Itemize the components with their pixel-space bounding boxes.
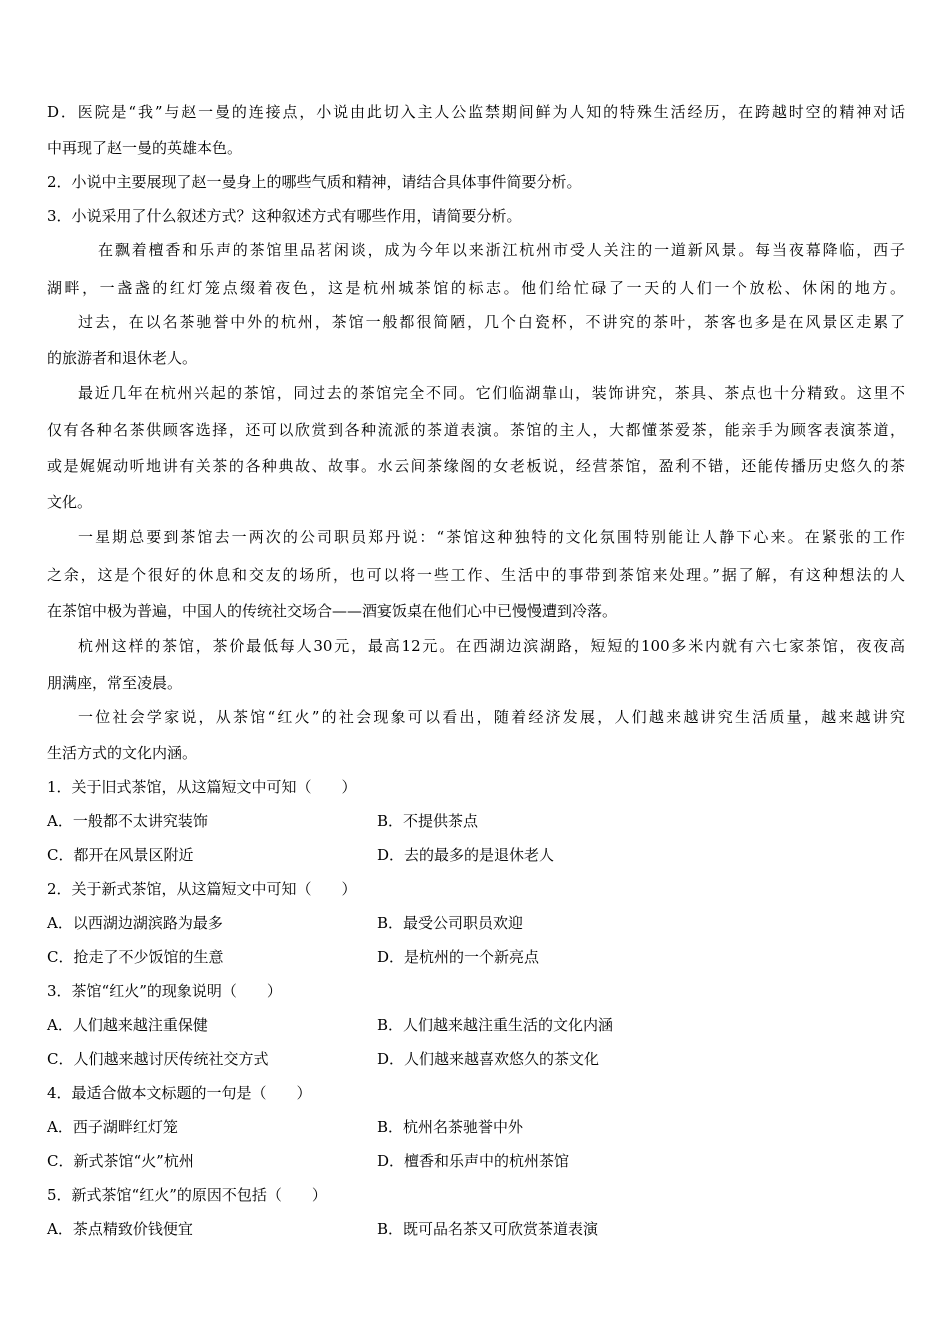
option-d-line2: 中再现了赵一曼的英雄本色。 (47, 139, 243, 157)
option-d-line1: D．医院是“我”与赵一曼的连接点，小说由此切入主人公监禁期间鲜为人知的特殊生活经历，在跨越时空的精神对话 (47, 103, 905, 121)
question-3: 3．小说采用了什么叙述方式？这种叙述方式有哪些作用，请简要分析。 (47, 207, 522, 225)
passage-p4-line2: 之余，这是个很好的休息和交友的场所，也可以将一些工作、生活中的事带到茶馆来处理。”据了解，有这种想法的人 (47, 566, 905, 584)
mc-question-2-option-d: D．是杭州的一个新亮点 (377, 948, 540, 966)
mc-question-2-option-a: A．以西湖边湖滨路为最多 (47, 914, 223, 932)
mc-question-2-option-b: B．最受公司职员欢迎 (377, 914, 524, 932)
mc-question-3-option-a: A．人们越来越注重保健 (47, 1016, 208, 1034)
mc-question-2-stem: 2．关于新式茶馆，从这篇短文中可知（ ） (47, 880, 357, 898)
passage-p1-line1: 在飘着檀香和乐声的茶馆里品茗闲谈，成为今年以来浙江杭州市受人关注的一道新风景。每当夜幕降临，西子 (98, 241, 905, 259)
mc-question-3-option-b: B．人们越来越注重生活的文化内涵 (377, 1016, 614, 1034)
mc-question-2-option-c: C．抢走了不少饭馆的生意 (47, 948, 224, 966)
mc-question-5-option-a: A．茶点精致价钱便宜 (47, 1220, 193, 1238)
question-2: 2．小说中主要展现了赵一曼身上的哪些气质和精神，请结合具体事件简要分析。 (47, 173, 582, 191)
mc-question-1-option-b: B．不提供茶点 (377, 812, 479, 830)
mc-question-4-option-b: B．杭州名茶驰誉中外 (377, 1118, 524, 1136)
mc-question-1-option-d: D．去的最多的是退休老人 (377, 846, 555, 864)
mc-question-5-option-b: B．既可品名茶又可欣赏茶道表演 (377, 1220, 599, 1238)
mc-question-4-option-a: A．西子湖畔红灯笼 (47, 1118, 178, 1136)
passage-p4-line1: 一星期总要到茶馆去一两次的公司职员郑丹说：“茶馆这种独特的文化氛围特别能让人静下心来。在紧张的工作 (78, 528, 905, 546)
mc-question-4-option-d: D．檀香和乐声中的杭州茶馆 (377, 1152, 570, 1170)
mc-question-1-stem: 1．关于旧式茶馆，从这篇短文中可知（ ） (47, 778, 357, 796)
passage-p5-line1: 杭州这样的茶馆，茶价最低每人30元，最高12元。在西湖边滨湖路，短短的100多米内就有六七家茶馆，夜夜高 (78, 637, 905, 655)
mc-question-3-option-c: C．人们越来越讨厌传统社交方式 (47, 1050, 269, 1068)
passage-p3-line2: 仅有各种名茶供顾客选择，还可以欣赏到各种流派的茶道表演。茶馆的主人，大都懂茶爱茶，能亲手为顾客表演茶道， (47, 421, 905, 439)
mc-question-3-stem: 3．茶馆“红火”的现象说明（ ） (47, 982, 282, 1000)
passage-p3-line3: 或是娓娓动听地讲有关茶的各种典故、故事。水云间茶缘阁的女老板说，经营茶馆，盈利不错，还能传播历史悠久的茶 (47, 457, 905, 475)
passage-p5-line2: 朋满座，常至凌晨。 (47, 674, 183, 692)
passage-p3-line1: 最近几年在杭州兴起的茶馆，同过去的茶馆完全不同。它们临湖靠山，装饰讲究，茶具、茶点也十分精致。这里不 (78, 384, 905, 402)
passage-p6-line2: 生活方式的文化内涵。 (47, 744, 198, 762)
passage-p1-line2: 湖畔，一盏盏的红灯笼点缀着夜色，这是杭州城茶馆的标志。他们给忙碌了一天的人们一个放松、休闲的地方。 (47, 279, 905, 297)
mc-question-5-stem: 5．新式茶馆“红火”的原因不包括（ ） (47, 1186, 327, 1204)
mc-question-4-option-c: C．新式茶馆“火”杭州 (47, 1152, 194, 1170)
passage-p6-line1: 一位社会学家说，从茶馆“红火”的社会现象可以看出，随着经济发展，人们越来越讲究生活质量，越来越讲究 (78, 708, 905, 726)
passage-p3-line4: 文化。 (47, 493, 93, 511)
mc-question-4-stem: 4．最适合做本文标题的一句是（ ） (47, 1084, 312, 1102)
mc-question-3-option-d: D．人们越来越喜欢悠久的茶文化 (377, 1050, 600, 1068)
mc-question-1-option-c: C．都开在风景区附近 (47, 846, 194, 864)
passage-p4-line3: 在茶馆中极为普遍，中国人的传统社交场合——酒宴饭桌在他们心中已慢慢遭到冷落。 (47, 602, 618, 620)
mc-question-1-option-a: A．一般都不太讲究装饰 (47, 812, 208, 830)
passage-p2-line1: 过去，在以名茶驰誉中外的杭州，茶馆一般都很简陋，几个白瓷杯，不讲究的茶叶，茶客也多是在风景区走累了 (78, 313, 905, 331)
passage-p2-line2: 的旅游者和退休老人。 (47, 349, 198, 367)
